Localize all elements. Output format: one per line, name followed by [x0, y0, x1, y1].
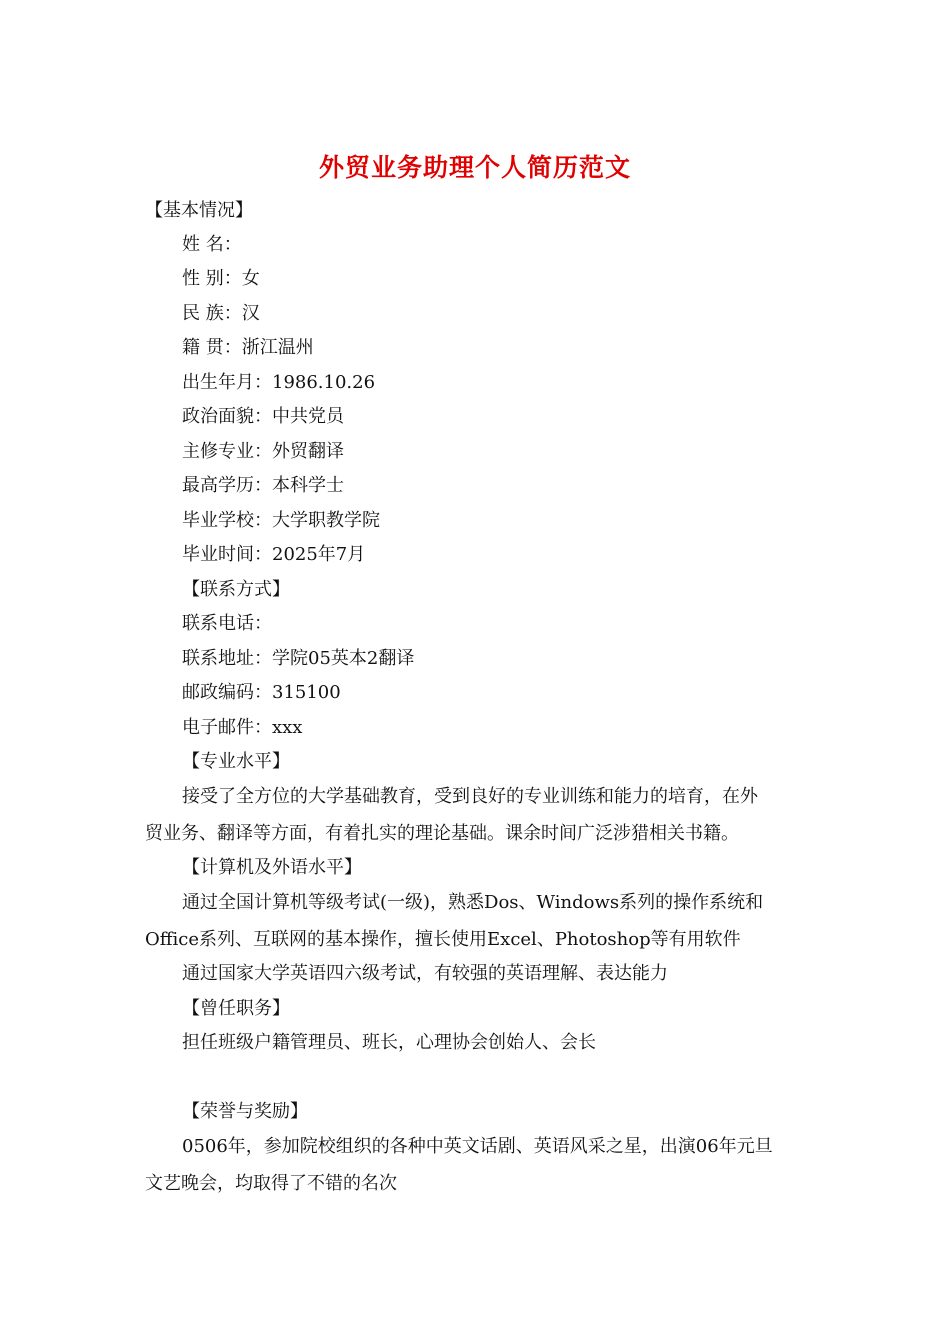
field-birth: 出生年月：1986.10.26	[182, 372, 376, 393]
language-text-line: 通过国家大学英语四六级考试，有较强的英语理解、表达能力	[182, 963, 668, 984]
field-email: 电子邮件：xxx	[182, 717, 303, 738]
section-heading-positions: 【曾任职务】	[182, 998, 290, 1019]
professional-text-line-1: 接受了全方位的大学基础教育，受到良好的专业训练和能力的培育，在外	[182, 786, 758, 807]
computer-text-line-1: 通过全国计算机等级考试(一级)，熟悉Dos、Windows系列的操作系统和	[182, 892, 764, 913]
section-heading-honors: 【荣誉与奖励】	[182, 1101, 308, 1122]
field-ethnicity: 民 族：汉	[182, 303, 260, 324]
field-phone: 联系电话：	[182, 613, 272, 634]
field-gender: 性 别：女	[182, 268, 260, 289]
field-name: 姓 名：	[182, 234, 242, 255]
field-grad-time: 毕业时间：2025年7月	[182, 544, 366, 565]
honors-text-line-1: 0506年，参加院校组织的各种中英文话剧、英语风采之星，出演06年元旦	[182, 1136, 773, 1157]
field-major: 主修专业：外贸翻译	[182, 441, 344, 462]
field-school: 毕业学校：大学职教学院	[182, 510, 380, 531]
section-heading-contact: 【联系方式】	[182, 579, 290, 600]
positions-text-line: 担任班级户籍管理员、班长，心理协会创始人、会长	[182, 1032, 596, 1053]
field-postcode: 邮政编码：315100	[182, 682, 341, 703]
section-heading-professional: 【专业水平】	[182, 751, 290, 772]
professional-text-line-2: 贸业务、翻译等方面，有着扎实的理论基础。课余时间广泛涉猎相关书籍。	[145, 823, 739, 844]
section-heading-basic: 【基本情况】	[145, 200, 253, 221]
field-origin: 籍 贯：浙江温州	[182, 337, 314, 358]
field-politics: 政治面貌：中共党员	[182, 406, 344, 427]
honors-text-line-2: 文艺晚会，均取得了不错的名次	[145, 1173, 397, 1194]
field-degree: 最高学历：本科学士	[182, 475, 344, 496]
field-address: 联系地址：学院05英本2翻译	[182, 648, 415, 669]
computer-text-line-2: Office系列、互联网的基本操作，擅长使用Excel、Photoshop等有用软件	[145, 929, 741, 950]
document-title: 外贸业务助理个人简历范文	[318, 153, 631, 182]
section-heading-computer-language: 【计算机及外语水平】	[182, 857, 362, 878]
